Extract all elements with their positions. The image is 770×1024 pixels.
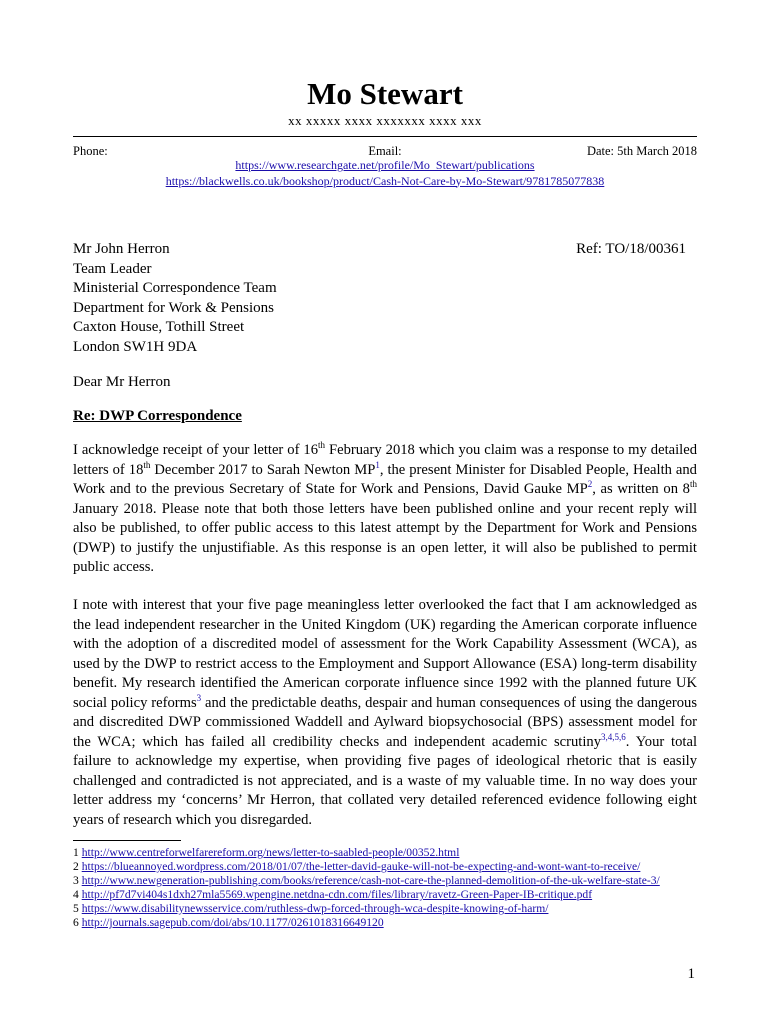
footnote-link[interactable]: http://www.centreforwelfarereform.org/news/letter-to-saabled-people/00352.html: [81, 846, 460, 859]
recipient-address: [73, 240, 277, 357]
footnote-item: 4 http://pf7d7vi404s1dxh27mla5569.wpengine.netdna-cdn.com/files/library/ravetz-Green-Paper-IB-critique.pdf: [73, 888, 593, 901]
footnote-item: 3 http://www.newgeneration-publishing.com/books/reference/cash-not-care-the-planned-demolition-of-the-uk-welfare-state-3/: [73, 874, 660, 887]
footnote-item: 2 https://blueannoyed.wordpress.com/2018/01/07/the-letter-david-gauke-will-not-be-expecting-and-wont-want-to-receive/: [73, 860, 641, 873]
footnotes: [73, 846, 697, 930]
email-label: Email:: [368, 144, 402, 158]
footnote-link[interactable]: http://pf7d7vi404s1dxh27mla5569.wpengine.netdna-cdn.com/files/library/ravetz-Green-Paper-IB-critique.pdf: [81, 888, 593, 901]
recipient-line: Mr John Herron: [73, 241, 170, 257]
reference-number: Ref: TO/18/00361: [576, 241, 686, 257]
footnote-ref[interactable]: 3: [196, 692, 202, 703]
footnote-item: 1 http://www.centreforwelfarereform.org/news/letter-to-saabled-people/00352.html: [73, 846, 460, 859]
page-number: 1: [687, 966, 695, 982]
footnote-ref[interactable]: 3,4,5,6: [601, 731, 626, 742]
recipient-line: Caxton House, Tothill Street: [73, 319, 245, 335]
author-address: xx xxxxx xxxx xxxxxxx xxxx xxx: [288, 113, 482, 128]
footnote-link[interactable]: http://www.newgeneration-publishing.com/books/reference/cash-not-care-the-planned-demolition-of-the-uk-welfare-state-3/: [81, 874, 660, 887]
researchgate-link[interactable]: https://www.researchgate.net/profile/Mo_Stewart/publications: [235, 158, 535, 172]
footnote-ref[interactable]: 2: [587, 479, 593, 489]
recipient-line: Team Leader: [73, 260, 152, 277]
phone-label: Phone:: [73, 144, 108, 158]
body-paragraph-2: I note with interest that your five page meaningless letter overlooked the fact that I am acknowledged as the lead independent researcher in the United Kingdom (UK) regarding the American corporate influence with the adoption of a discredited model of assessment for the Work Capability Assessment (WCA), as used by the DWP to restrict access to the Employment and Support Allowance (ESA) long-term disability benefit. My research identified the American corporate influence since 1992 with the planned future UK social policy reforms$^3$ and the predictable deaths, despair and human consequences of using the dangerous and discredited DWP commissioned Waddell and Aylward biopsychosocial (BPS) assessment model for the WCA; which has failed all credibility checks and independent academic scrutiny$^{3,4,5,6}$. Your total failure to acknowledge my expertise, when providing five pages of ideological rhetoric that is easily challenged and contradicted is not appreciated, and is a waste of my valuable time. In no way does your letter address my ‘concerns’ Mr Herron, that collated very detailed referenced evidence following eight years of research which you disregarded.: [73, 597, 698, 828]
subject-line: Re: DWP Correspondence: [73, 408, 242, 424]
footnote-link[interactable]: http://journals.sagepub.com/doi/abs/10.1177/0261018316649120: [81, 916, 384, 929]
footnote-rule: [73, 840, 181, 841]
salutation: Dear Mr Herron: [73, 374, 171, 390]
footnote-link[interactable]: https://blueannoyed.wordpress.com/2018/01/07/the-letter-david-gauke-will-not-be-expecting-and-wont-want-to-receive/: [81, 860, 641, 873]
body-paragraph-1: I acknowledge receipt of your letter of 16th February 2018 which you claim was a response to my detailed letters of 18th December 2017 to Sarah Newton MP$^1$, the present Minister for Disabled People, Health and Work and to the previous Secretary of State for Work and Pensions, David Gauke MP$^2$, as written on 8th January 2018. Please note that both those letters have been published online and your recent reply will also be published, to offer public access to this latest attempt by the Department for Work and Pensions (DWP) to justify the unjustifiable. As this response is an open letter, it will also be published to permit public access.: [73, 440, 697, 575]
footnote-item: 5 https://www.disabilitynewsservice.com/ruthless-dwp-forced-through-wca-despite-knowing-of-harm/: [73, 902, 549, 915]
recipient-line: Ministerial Correspondence Team: [73, 280, 277, 296]
blackwells-link[interactable]: https://blackwells.co.uk/bookshop/product/Cash-Not-Care-by-Mo-Stewart/9781785077838: [165, 173, 605, 188]
letter-date: Date: 5th March 2018: [586, 144, 697, 158]
author-name: Mo Stewart: [307, 76, 463, 111]
header-links: [0, 158, 770, 189]
footnote-item: 6 http://journals.sagepub.com/doi/abs/10.1177/0261018316649120: [73, 916, 384, 929]
header-rule: [73, 136, 697, 137]
footnote-link[interactable]: https://www.disabilitynewsservice.com/ruthless-dwp-forced-through-wca-despite-knowing-of-harm/: [81, 902, 549, 915]
recipient-line: Department for Work & Pensions: [73, 299, 274, 316]
recipient-line: London SW1H 9DA: [73, 338, 198, 355]
footnote-ref[interactable]: 1: [375, 459, 380, 470]
